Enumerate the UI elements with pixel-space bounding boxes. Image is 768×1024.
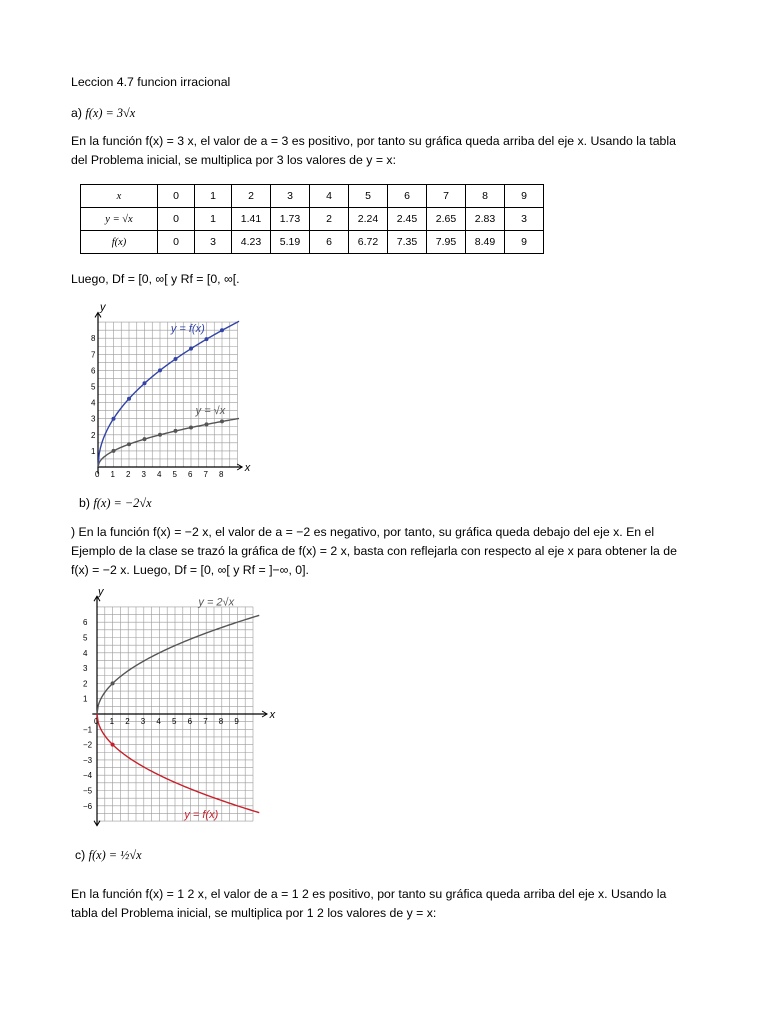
y-tick-label: −5 — [83, 786, 93, 796]
part-b-paragraph-line-2: Ejemplo de la clase se trazó la gráfica de f(x) = 2 x, basta con reflejarla con respecto al eje x para obtener la de — [71, 544, 677, 558]
x-tick-label: 1 — [109, 717, 115, 726]
series-sqrt-point — [205, 422, 209, 426]
y-tick-label: 1 — [91, 446, 96, 456]
y-tick-label: 7 — [91, 350, 96, 360]
y-tick-label: 1 — [83, 694, 88, 704]
y-tick-label: −3 — [83, 755, 93, 765]
table-cell: 5.19 — [271, 231, 310, 254]
table-cell: 5 — [349, 185, 388, 208]
table-cell: 3 — [505, 208, 544, 231]
part-b-paragraph-line-1: ) En la función f(x) = −2 x, el valor de a = −2 es negativo, por tanto, su gráfica queda debajo del eje x. En el — [71, 525, 655, 539]
y-tick-label: 5 — [91, 382, 96, 392]
chart-a-grid — [98, 322, 238, 467]
x-tick-label: 2 — [125, 717, 130, 726]
series-f-point — [112, 417, 116, 421]
part-b-label: b) — [79, 496, 90, 510]
series-sqrt-label: y = √x — [195, 404, 226, 417]
series-f-label: y = f(x) — [170, 322, 205, 335]
series-sqrt-point — [127, 442, 131, 446]
table-cell: 2.24 — [349, 208, 388, 231]
table-row — [81, 208, 544, 231]
table-cell: 2 — [232, 185, 271, 208]
table-cell: 7 — [427, 185, 466, 208]
y-tick-label: 4 — [83, 648, 88, 658]
series-f-label: y = f(x) — [184, 809, 219, 822]
y-tick-label: 6 — [83, 618, 88, 628]
table-cell: 9 — [505, 231, 544, 254]
table-cell: 6 — [388, 185, 427, 208]
x-tick-label: 6 — [188, 470, 193, 479]
table-cell: 8 — [466, 185, 505, 208]
y-tick-label: −2 — [83, 740, 93, 750]
y-tick-label: 5 — [83, 633, 88, 643]
x-tick-label: 3 — [141, 470, 146, 479]
part-a-heading — [71, 104, 135, 123]
y-tick-label: 6 — [91, 366, 96, 376]
x-tick-label: 5 — [172, 470, 177, 479]
series-f-point — [205, 337, 209, 341]
part-a-label: a) — [71, 106, 82, 120]
series-2sqrt-label: y = 2√x — [198, 596, 235, 609]
part-b-formula: f(x) = −2√x — [93, 496, 152, 510]
y-tick-label: 3 — [91, 414, 96, 424]
y-tick-label: 8 — [91, 334, 96, 344]
x-tick-label: 8 — [219, 470, 224, 479]
y-tick-label: 2 — [91, 430, 96, 440]
table-cell: 9 — [505, 185, 544, 208]
x-tick-label: 1 — [110, 470, 115, 479]
part-a-paragraph-line-2: del Problema inicial, se multiplica por 3 los valores de y = x: — [71, 153, 396, 167]
table-row-header: f(x) — [81, 231, 158, 254]
table-cell: 4 — [310, 185, 349, 208]
table-row-header: x — [81, 185, 158, 208]
table-cell: 1 — [195, 185, 232, 208]
table-cell: 2.65 — [427, 208, 466, 231]
y-axis-label: y — [100, 301, 106, 314]
table-cell: 4.23 — [232, 231, 271, 254]
part-a-paragraph-line-1: En la función f(x) = 3 x, el valor de a = 3 es positivo, por tanto su gráfica queda arriba del eje x. Usando la tabla — [71, 134, 676, 148]
series-f-point — [143, 381, 147, 385]
series-f-point — [127, 397, 131, 401]
series-f-curve — [98, 321, 239, 467]
series-sqrt-point — [220, 419, 224, 423]
y-tick-label: −1 — [83, 725, 93, 735]
x-tick-label: 3 — [140, 717, 146, 726]
series-f-point — [158, 368, 162, 372]
series-sqrt-point — [112, 449, 116, 453]
x-axis-label: x — [244, 462, 251, 474]
part-b-heading — [79, 494, 152, 513]
lesson-title: Leccion 4.7 funcion irracional — [71, 75, 231, 89]
series-f-point — [189, 347, 193, 351]
x-tick-label: 4 — [157, 470, 162, 479]
y-tick-label: −6 — [83, 801, 93, 811]
table-cell: 7.35 — [388, 231, 427, 254]
x-tick-label: 6 — [187, 717, 193, 726]
series-f-point — [174, 357, 178, 361]
x-tick-label: 9 — [234, 717, 239, 726]
table-cell: 6 — [310, 231, 349, 254]
part-c-label: c) — [75, 848, 86, 862]
part-c-formula: f(x) = ½√x — [88, 848, 142, 862]
x-axis-label: x — [269, 709, 276, 721]
series-sqrt-point — [158, 433, 162, 437]
series-sqrt-point — [174, 429, 178, 433]
x-tick-label: 4 — [156, 717, 161, 726]
series-sqrt-point — [143, 437, 147, 441]
x-tick-label: 7 — [203, 470, 208, 479]
table-cell: 2.45 — [388, 208, 427, 231]
part-a-formula: f(x) = 3√x — [85, 106, 136, 120]
table-row — [81, 185, 544, 208]
series-2sqrt-point — [111, 681, 115, 685]
domain-range-a: Luego, Df = [0, ∞[ y Rf = [0, ∞[. — [71, 272, 240, 286]
series-sqrt-point — [189, 426, 193, 430]
table-cell: 1.41 — [232, 208, 271, 231]
table-cell: 3 — [195, 231, 232, 254]
table-cell: 1 — [195, 208, 232, 231]
table-cell: 7.95 — [427, 231, 466, 254]
table-cell: 1.73 — [271, 208, 310, 231]
x-tick-label: 5 — [172, 717, 177, 726]
chart-a-graph — [74, 295, 264, 480]
table-cell: 2.83 — [466, 208, 505, 231]
series-f-point — [220, 328, 224, 332]
x-tick-label: 0 — [94, 717, 99, 726]
x-tick-label: 0 — [95, 470, 100, 479]
y-tick-label: −4 — [83, 771, 93, 781]
table-cell: 0 — [158, 231, 195, 254]
table-cell: 8.49 — [466, 231, 505, 254]
y-tick-label: 4 — [91, 398, 96, 408]
x-tick-label: 8 — [218, 717, 224, 726]
table-row-header: y = √x — [81, 208, 158, 231]
x-tick-label: 2 — [126, 470, 131, 479]
part-c-heading — [75, 846, 142, 865]
y-tick-label: 3 — [83, 664, 88, 674]
part-c-paragraph-line-2: tabla del Problema inicial, se multiplica por 1 2 los valores de y = x: — [71, 906, 437, 920]
values-table — [80, 184, 544, 254]
table-row — [81, 231, 544, 254]
series-f-point — [111, 743, 115, 747]
y-tick-label: 2 — [83, 679, 88, 689]
table-cell: 6.72 — [349, 231, 388, 254]
chart-b-graph — [76, 586, 276, 831]
part-c-paragraph-line-1: En la función f(x) = 1 2 x, el valor de a = 1 2 es positivo, por tanto su gráfica queda arriba del eje x. Usando la — [71, 887, 667, 901]
part-b-paragraph-line-3: f(x) = −2 x. Luego, Df = [0, ∞[ y Rf = ]−∞, 0]. — [71, 563, 309, 577]
y-axis-label: y — [98, 586, 104, 599]
table-cell: 0 — [158, 208, 195, 231]
x-tick-label: 7 — [203, 717, 208, 726]
table-cell: 3 — [271, 185, 310, 208]
table-cell: 2 — [310, 208, 349, 231]
table-cell: 0 — [158, 185, 195, 208]
